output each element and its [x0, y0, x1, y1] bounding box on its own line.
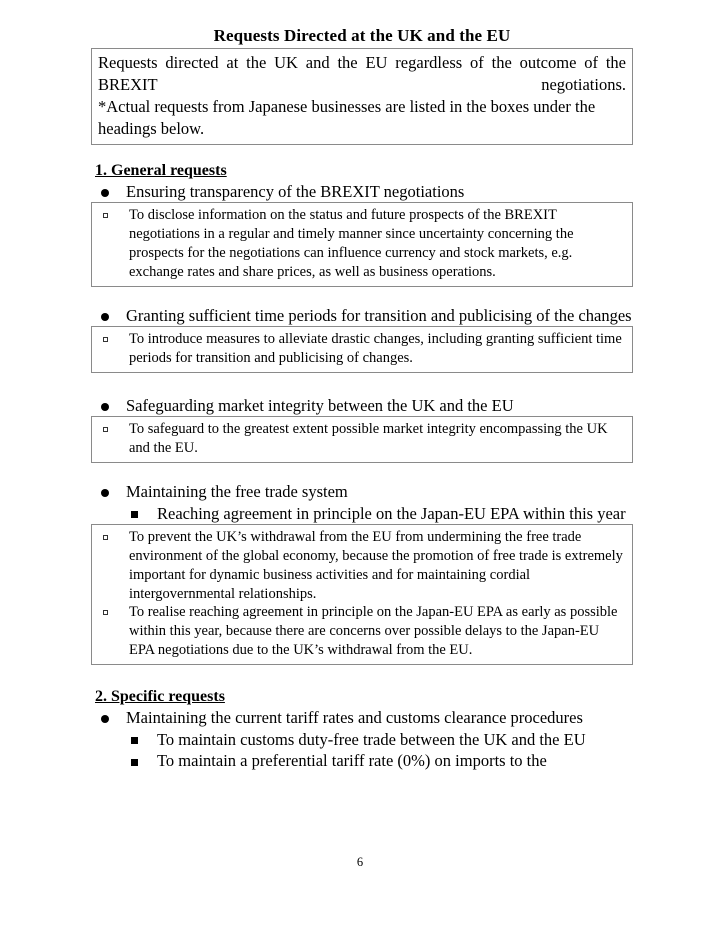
intro-line-1: Requests directed at the UK and the EU regardless of the outcome of the BREXIT negotiations.	[98, 53, 626, 94]
square-outline-bullet-icon	[103, 213, 108, 218]
sub-bullet-label: To maintain a preferential tariff rate (0%) on imports to the	[157, 751, 547, 770]
page-number: 6	[356, 855, 364, 869]
detail-box	[91, 416, 633, 463]
bullet-item	[91, 306, 633, 326]
disc-bullet-icon	[101, 313, 109, 321]
sub-bullet-item	[91, 504, 633, 524]
box-item-text: To introduce measures to alleviate drastic changes, including granting sufficient time periods for transition and publicising of changes.	[129, 331, 622, 367]
bullet-item	[91, 396, 633, 416]
square-outline-bullet-icon	[103, 535, 108, 540]
detail-box	[91, 326, 633, 373]
detail-box	[91, 202, 633, 286]
sub-bullet-item	[91, 751, 633, 771]
box-item-text: To safeguard to the greatest extent possible market integrity encompassing the UK and the EU.	[129, 421, 608, 457]
section-heading-general	[95, 161, 633, 180]
bullet-label: Maintaining the free trade system	[126, 482, 348, 502]
square-bullet-icon	[131, 511, 138, 518]
square-bullet-icon	[131, 759, 138, 766]
sub-bullet-item	[91, 730, 633, 750]
intro-box	[91, 48, 633, 145]
bullet-label: Ensuring transparency of the BREXIT negotiations	[126, 181, 465, 201]
box-item-text: To realise reaching agreement in principle on the Japan-EU EPA as early as possible within this year, because there are concerns over possible delays to the Japan-EU EPA negotiations due to the UK’s withdrawal from the EU.	[129, 604, 618, 659]
bullet-item	[91, 482, 633, 502]
square-outline-bullet-icon	[103, 610, 108, 615]
sub-bullet-label: Reaching agreement in principle on the Japan-EU EPA within this year	[157, 503, 626, 523]
section-heading-general-label: 1. General requests	[95, 161, 227, 179]
box-list-item	[98, 528, 626, 603]
intro-line-2: *Actual requests from Japanese businesses are listed in the boxes under the headings below.	[98, 96, 596, 138]
square-outline-bullet-icon	[103, 337, 108, 342]
box-list-item	[98, 420, 626, 458]
document-body	[91, 26, 633, 771]
bullet-item	[91, 182, 633, 202]
square-outline-bullet-icon	[103, 427, 108, 432]
box-item-text: To prevent the UK’s withdrawal from the EU from undermining the free trade environment of the global economy, because the promotion of free trade is extremely important for dynamic business activities and for maintaining cordial intergovernmental relationships.	[129, 529, 623, 602]
bullet-item	[91, 708, 633, 728]
page-title: Requests Directed at the UK and the EU	[213, 26, 511, 45]
detail-box	[91, 524, 633, 665]
disc-bullet-icon	[101, 189, 109, 197]
bullet-label: Maintaining the current tariff rates and customs clearance procedures	[126, 708, 583, 728]
bullet-label: Granting sufficient time periods for transition and publicising of the changes	[126, 305, 632, 325]
bullet-label: Safeguarding market integrity between the UK and the EU	[126, 395, 514, 415]
square-bullet-icon	[131, 737, 138, 744]
disc-bullet-icon	[101, 403, 109, 411]
disc-bullet-icon	[101, 489, 109, 497]
box-item-text: To disclose information on the status and future prospects of the BREXIT negotiations in a regular and timely manner since uncertainty concerning the prospects for the negotiations can influence currency and stock markets, e.g. exchange rates and share prices, as well as business operations.	[129, 207, 574, 280]
section-heading-specific-label: 2. Specific requests	[95, 687, 225, 705]
disc-bullet-icon	[101, 715, 109, 723]
box-list-item	[98, 330, 626, 368]
box-list-item	[98, 603, 626, 660]
box-list-item	[98, 206, 626, 281]
section-heading-specific	[95, 687, 633, 706]
sub-bullet-label: To maintain customs duty-free trade between the UK and the EU	[157, 729, 586, 749]
